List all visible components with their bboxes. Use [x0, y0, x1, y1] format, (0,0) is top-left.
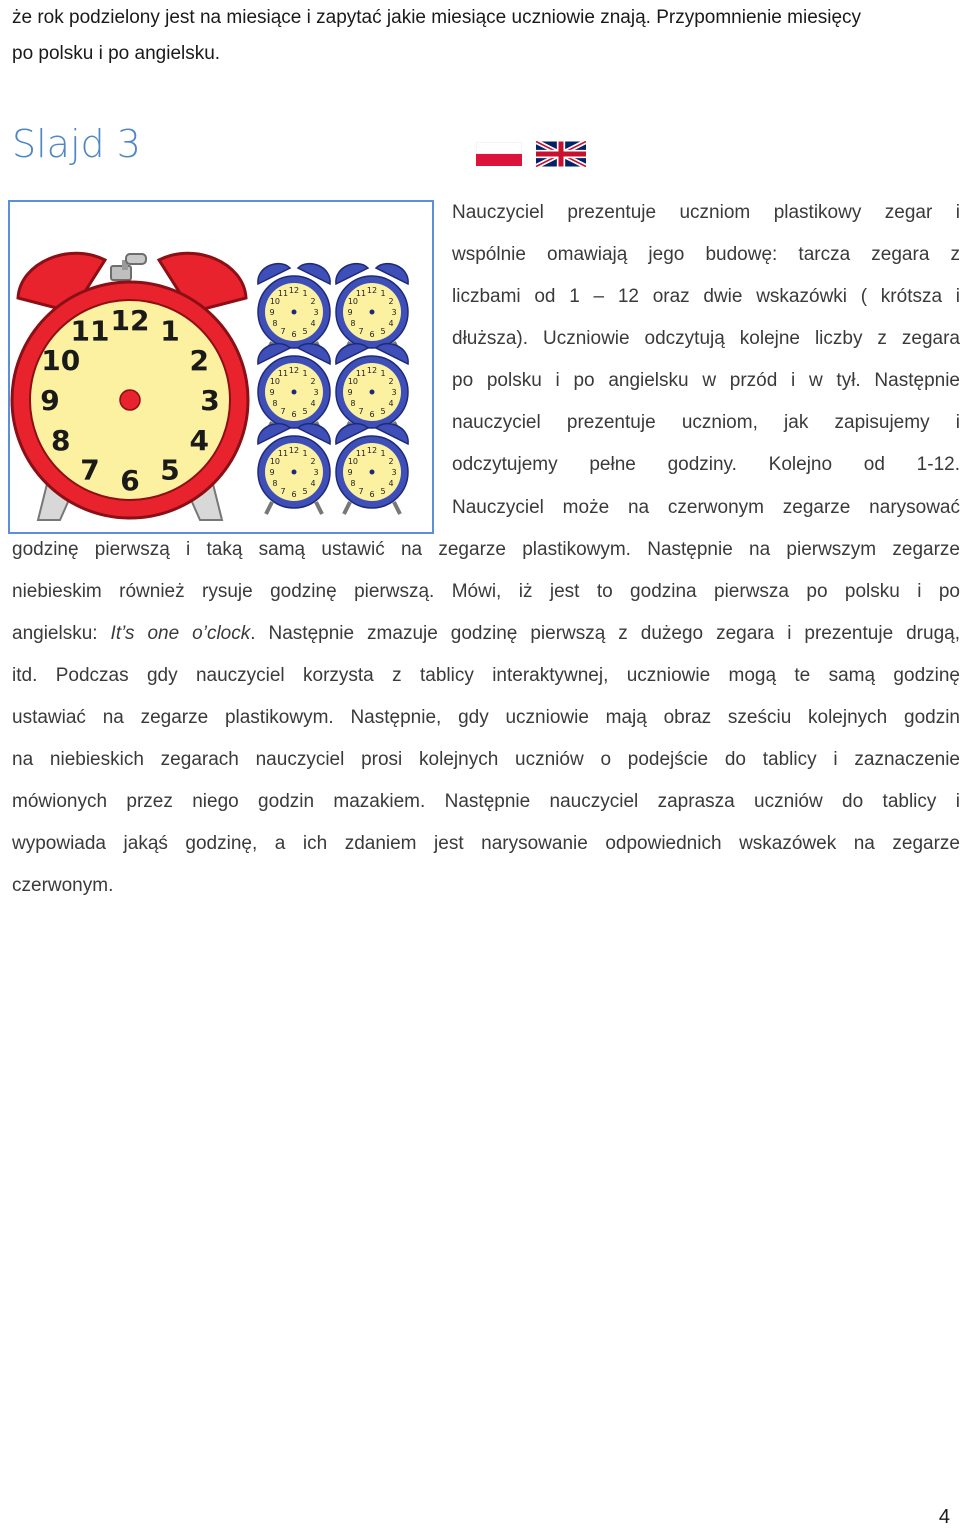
- clock-numeral: 10: [269, 457, 281, 466]
- clock-numeral: 3: [313, 308, 319, 317]
- clock-numeral: 9: [40, 384, 60, 417]
- clock-numeral: 2: [310, 377, 316, 386]
- page-number: 4: [938, 1506, 950, 1528]
- clock-numeral: 4: [310, 319, 316, 328]
- english-phrase: It’s one o’clock: [110, 623, 251, 644]
- clock-numeral: 4: [388, 319, 394, 328]
- clock-numeral: 4: [388, 399, 394, 408]
- clock-numeral: 12: [366, 286, 378, 295]
- clock-numeral: 6: [291, 330, 297, 339]
- clock-numeral: 1: [302, 288, 308, 298]
- clock-numeral: 12: [366, 446, 378, 455]
- slide-description: [452, 192, 960, 486]
- small-blue-clock: [336, 344, 408, 434]
- intro-line: że rok podzielony jest na miesiące i zapytać jakie miesiące uczniowie znają. Przypomnienie miesięcy: [12, 7, 862, 28]
- text-line: Nauczyciel prezentuje uczniom plastikowy zegar i: [452, 202, 960, 223]
- clock-numeral: 11: [277, 448, 289, 458]
- clock-numeral: 12: [366, 366, 378, 375]
- intro-paragraph: [12, 0, 952, 72]
- clock-numeral: 12: [288, 446, 300, 455]
- clock-numeral: 8: [350, 319, 356, 328]
- text-line: itd. Podczas gdy nauczyciel korzysta z tablicy interaktywnej, uczniowie mogą te samą godzinę: [12, 665, 960, 686]
- text-line: wypowiada jakąś godzinę, a ich zdaniem jest narysowanie odpowiednich wskazówek na zegarze: [12, 833, 960, 854]
- clock-numeral: 8: [350, 479, 356, 488]
- clock-numeral: 2: [189, 344, 210, 377]
- clock-numeral: 10: [41, 344, 81, 377]
- clock-numeral: 2: [310, 297, 316, 306]
- small-blue-clock: [258, 264, 330, 354]
- clock-numeral: 6: [369, 490, 375, 499]
- clock-numeral: 12: [110, 304, 150, 337]
- clock-numeral: 2: [388, 377, 394, 386]
- clock-numeral: 5: [380, 327, 386, 337]
- clock-numeral: 7: [280, 407, 286, 417]
- clock-numeral: 6: [369, 330, 375, 339]
- clock-numeral: 5: [380, 487, 386, 497]
- clock-numeral: 4: [388, 479, 394, 488]
- clock-numeral: 7: [358, 327, 364, 337]
- clock-numeral: 8: [272, 479, 278, 488]
- text-line: czerwonym.: [12, 875, 114, 896]
- clock-numeral: 10: [347, 377, 359, 386]
- clock-numeral: 8: [272, 319, 278, 328]
- clock-numeral: 4: [189, 424, 210, 457]
- text-fragment: angielsku:: [12, 623, 111, 644]
- clock-numeral: 9: [347, 388, 353, 397]
- clock-numeral: 2: [310, 457, 316, 466]
- clock-numeral: 11: [355, 368, 367, 378]
- text-line: po polsku i po angielsku w przód i w tył. Następnie: [452, 370, 960, 391]
- clock-numeral: 7: [280, 487, 286, 497]
- text-line: [12, 613, 960, 655]
- small-blue-clock: [336, 264, 408, 354]
- text-line: dłuższa). Uczniowie odczytują kolejne liczby z zegara: [452, 328, 960, 349]
- clock-numeral: 3: [313, 468, 319, 477]
- polish-flag-icon: [476, 142, 522, 166]
- clock-numeral: 6: [291, 490, 297, 499]
- clock-numeral: 1: [380, 368, 386, 378]
- clock-numeral: 11: [277, 368, 289, 378]
- clock-numeral: 8: [50, 424, 71, 457]
- clock-numeral: 11: [355, 288, 367, 298]
- text-line: niebieskim również rysuje godzinę pierwszą. Mówi, iż jest to godzina pierwsza po polsku i po: [12, 581, 960, 602]
- clock-numeral: 6: [369, 410, 375, 419]
- slide-title: Slajd 3: [12, 122, 141, 166]
- uk-flag-icon: [536, 141, 586, 167]
- clock-numeral: 3: [391, 388, 397, 397]
- clock-numeral: 9: [269, 388, 275, 397]
- clock-numeral: 7: [358, 407, 364, 417]
- clocks-illustration: [10, 202, 434, 534]
- intro-line: po polsku i po angielsku.: [12, 43, 221, 64]
- clock-numeral: 7: [358, 487, 364, 497]
- clock-numeral: 11: [70, 314, 110, 348]
- clock-numeral: 2: [388, 457, 394, 466]
- clock-numeral: 2: [388, 297, 394, 306]
- clock-numeral: 11: [277, 288, 289, 298]
- clock-numeral: 6: [291, 410, 297, 419]
- clock-numeral: 5: [302, 327, 308, 337]
- clocks-figure: [8, 200, 434, 534]
- clock-numeral: 11: [355, 448, 367, 458]
- clock-numeral: 7: [80, 453, 100, 487]
- clock-numeral: 7: [280, 327, 286, 337]
- clock-numeral: 6: [120, 464, 140, 497]
- clock-numeral: 1: [380, 448, 386, 458]
- small-blue-clock: [258, 344, 330, 434]
- text-line: Nauczyciel może na czerwonym zegarze narysować: [452, 497, 960, 518]
- clock-numeral: 9: [347, 308, 353, 317]
- clock-numeral: 3: [313, 388, 319, 397]
- text-line: mówionych przez niego godzin mazakiem. Następnie nauczyciel zaprasza uczniów do tablicy i: [12, 791, 960, 812]
- clock-numeral: 1: [302, 368, 308, 378]
- text-fragment: . Następnie zmazuje godzinę pierwszą z dużego zegara i prezentuje drugą,: [250, 623, 960, 644]
- clock-numeral: 10: [347, 297, 359, 306]
- clock-numeral: 5: [160, 453, 180, 487]
- text-line: wspólnie omawiają jego budowę: tarcza zegara z: [452, 244, 960, 265]
- clock-numeral: 9: [269, 308, 275, 317]
- clock-numeral: 3: [391, 308, 397, 317]
- clock-numeral: 1: [160, 314, 180, 348]
- text-line: ustawiać na zegarze plastikowym. Następnie, gdy uczniowie mają obraz sześciu kolejnych godzin: [12, 707, 960, 728]
- clock-numeral: 4: [310, 479, 316, 488]
- text-line: godzinę pierwszą i taką samą ustawić na zegarze plastikowym. Następnie na pierwszym zegarze: [12, 539, 960, 560]
- clock-numeral: 12: [288, 366, 300, 375]
- clock-numeral: 4: [310, 399, 316, 408]
- clock-numeral: 1: [380, 288, 386, 298]
- clock-numeral: 8: [350, 399, 356, 408]
- clock-numeral: 12: [288, 286, 300, 295]
- clock-numeral: 1: [302, 448, 308, 458]
- clock-numeral: 5: [302, 487, 308, 497]
- clock-numeral: 9: [269, 468, 275, 477]
- text-line: liczbami od 1 – 12 oraz dwie wskazówki ( krótsza i: [452, 286, 960, 307]
- clock-numeral: 3: [391, 468, 397, 477]
- clock-numeral: 3: [200, 384, 220, 417]
- clock-numeral: 10: [269, 377, 281, 386]
- text-line: na niebieskich zegarach nauczyciel prosi kolejnych uczniów o podejście do tablicy i zaznaczenie: [12, 749, 960, 770]
- big-red-clock: [12, 253, 248, 520]
- clock-numeral: 5: [380, 407, 386, 417]
- lesson-paragraph: [12, 487, 960, 907]
- clock-numeral: 10: [269, 297, 281, 306]
- text-line: odczytujemy pełne godziny. Kolejno od 1-12.: [452, 454, 960, 475]
- clock-numeral: 5: [302, 407, 308, 417]
- clock-numeral: 10: [347, 457, 359, 466]
- clock-numeral: 9: [347, 468, 353, 477]
- text-line: nauczyciel prezentuje uczniom, jak zapisujemy i: [452, 412, 960, 433]
- clock-numeral: 8: [272, 399, 278, 408]
